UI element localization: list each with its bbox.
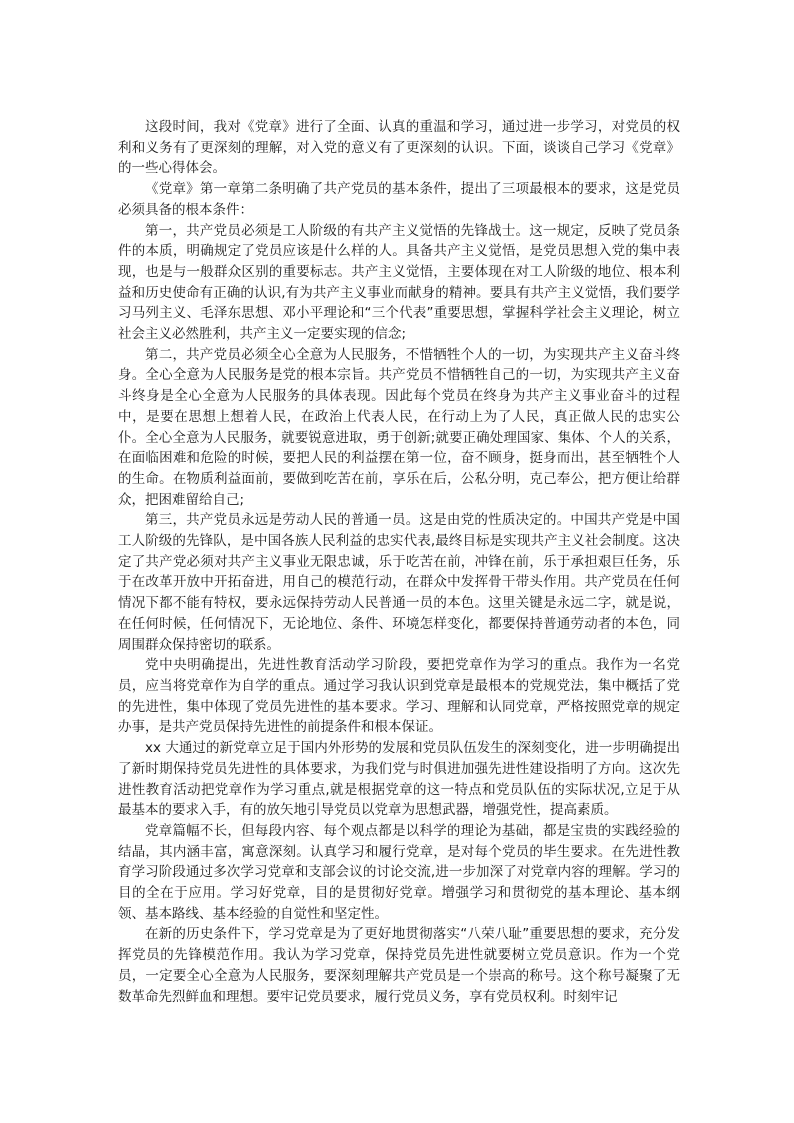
paragraph-third-requirement: 第三，共产党员永远是劳动人民的普通一员。这是由党的性质决定的。中国共产党是中国工人阶级的先锋队，是中国各族人民利益的忠实代表,最终目标是实现共产主义社会制度。这决定了共产党必须对共产主义事业无限忠诚，乐于吃苦在前，冲锋在前，乐于承担艰巨任务，乐于在改革开放中开拓奋进，用自己的模范行动，在群众中发挥骨干带头作用。共产党员在任何情况下都不能有特权，要永远保持劳动人民普通一员的本色。这里关键是永远二字，就是说，在任何时候，任何情况下，无论地位、条件、环境怎样变化，都要保持普通劳动者的本色，同周围群众保持密切的联系。: [118, 512, 680, 653]
paragraph-study-focus: 党中央明确提出，先进性教育活动学习阶段，要把党章作为学习的重点。我作为一名党员，应当将党章作为自学的重点。通过学习我认识到党章是最根本的党规党法，集中概括了党的先进性，集中体现了党员先进性的基本要求。学习、理解和认同党章，严格按照党章的规定办事，是共产党员保持先进性的前提条件和根本保证。: [118, 657, 680, 736]
paragraph-basic-conditions: 《党章》第一章第二条明确了共产党员的基本条件，提出了三项最根本的要求，这是党员必须具备的根本条件：: [118, 181, 680, 218]
paragraph-content-meaning: 党章篇幅不长，但每段内容、每个观点都是以科学的理论为基础，都是宝贵的实践经验的结晶，其内涵丰富，寓意深刻。认真学习和履行党章，是对每个党员的毕生要求。在先进性教育学习阶段通过多次学习党章和支部会议的讨论交流,进一步加深了对党章内容的理解。学习的目的全在于应用。学习好党章，目的是贯彻好党章。增强学习和贯彻党的基本理论、基本纲领、基本路线、基本经验的自觉性和坚定性。: [118, 822, 680, 922]
paragraph-intro: 这段时间，我对《党章》进行了全面、认真的重温和学习，通过进一步学习，对党员的权利和义务有了更深刻的理解，对入党的意义有了更深刻的认识。下面，谈谈自己学习《党章》的一些心得体会。: [118, 119, 680, 177]
paragraph-historical-conditions: 在新的历史条件下，学习党章是为了更好地贯彻落实“八荣八耻”重要思想的要求，充分发挥党员的先锋模范作用。我认为学习党章，保持党员先进性就要树立党员意识。作为一个党员，一定要全心全意为人民服务，要深刻理解共产党员是一个崇高的称号。这个称号凝聚了无数革命先烈鲜血和理想。要牢记党员要求，履行党员义务，享有党员权利。时刻牢记: [118, 926, 680, 1005]
document-body: [118, 117, 680, 1007]
paragraph-new-party-constitution: xx 大通过的新党章立足于国内外形势的发展和党员队伍发生的深刻变化，进一步明确提出了新时期保持党员先进性的具体要求，为我们党与时俱进加强先进性建设指明了方向。这次先进性教育活动把党章作为学习重点,就是根据党章的这一特点和党员队伍的实际状况,立足于从最基本的要求入手，有的放矢地引导党员以党章为思想武器，增强党性，提高素质。: [118, 740, 680, 819]
paragraph-second-requirement: 第二，共产党员必须全心全意为人民服务，不惜牺牲个人的一切，为实现共产主义奋斗终身。全心全意为人民服务是党的根本宗旨。共产党员不惜牺牲自己的一切，为实现共产主义奋斗终身是全心全意为人民服务的具体表现。因此每个党员在终身为共产主义事业奋斗的过程中，是要在思想上想着人民，在政治上代表人民，在行动上为了人民，真正做人民的忠实公仆。全心全意为人民服务，就要锐意进取，勇于创新;就要正确处理国家、集体、个人的关系，在面临困难和危险的时候，要把人民的利益摆在第一位，奋不顾身，挺身而出，甚至牺牲个人的生命。在物质利益面前，要做到吃苦在前，享乐在后，公私分明，克己奉公，把方便让给群众，把困难留给自己;: [118, 346, 680, 508]
paragraph-first-requirement: 第一，共产党员必须是工人阶级的有共产主义觉悟的先锋战士。这一规定，反映了党员条件的本质，明确规定了党员应该是什么样的人。具备共产主义觉悟，是党员思想入党的集中表现，也是与一般群众区别的重要标志。共产主义觉悟，主要体现在对工人阶级的地位、根本利益和历史使命有正确的认识,有为共产主义事业而献身的精神。要具有共产主义觉悟，我们要学习马列主义、毛泽东思想、邓小平理论和“三个代表”重要思想，掌握科学社会主义理论，树立社会主义必然胜利，共产主义一定要实现的信念;: [118, 222, 680, 343]
